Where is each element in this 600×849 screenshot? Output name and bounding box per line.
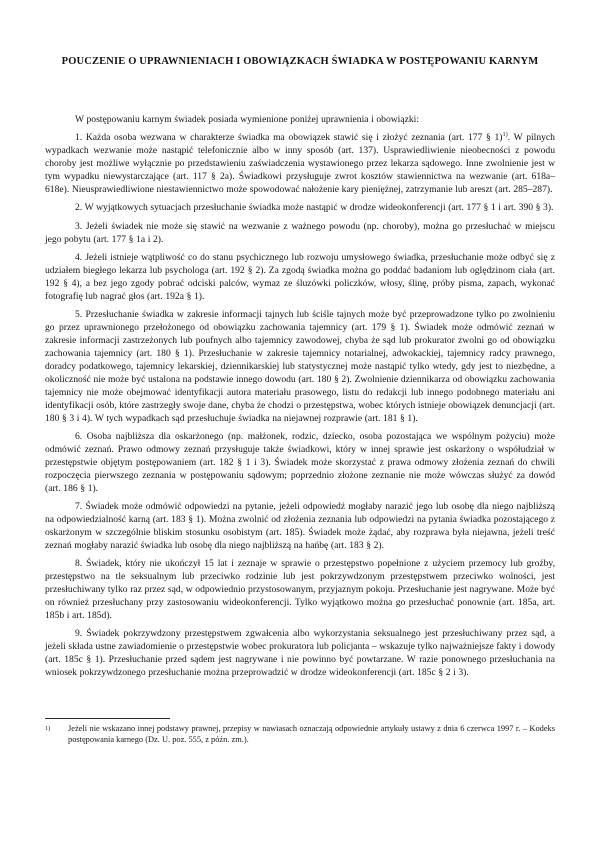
paragraph-1-text-continued: . W pilnych wypadkach wezwanie może nastąpić telefonicznie albo w inny sposób (art. 137). Usprawiedliwienie nieobecności z powodu choroby jest możliwe wyłącznie po przedstawieniu zaświadczenia wystawionego przez lekarza sądowego. Inne zwolnienie jest w tym wypadku niewystarczające (art. 117 § 2a). Świadkowi przysługuje zwrot kosztów stawiennictwa na wezwanie (art. 618a–618e). Nieusprawiedliwione niestawiennictwo może spowodować nałożenie kary pieniężnej, zatrzymanie lub areszt (art. 285–287). xyxy=(45,132,555,196)
paragraph-7: 7. Świadek może odmówić odpowiedzi na pytanie, jeżeli odpowiedź mogłaby narazić jego lub osobę dla niego najbliższą na odpowiedzialność karną (art. 183 § 1). Można zwolnić od złożenia zeznania lub odpowiedzi na pytania świadka pozostającego z oskarżonym w szczególnie bliskim stosunku osobistym (art. 185). Świadek może żądać, aby rozprawa była niejawna, jeżeli treść zeznań mogłaby narazić świadka lub osobę dla niego najbliższą na hańbę (art. 183 § 2). xyxy=(45,500,555,551)
paragraph-5: 5. Przesłuchanie świadka w zakresie informacji tajnych lub ściśle tajnych może być przeprowadzone tylko po zwolnieniu go przez uprawnionego przełożonego od obowiązku zachowania tajemnicy (art. 179 § 1). Świadek może odmówić zeznań w zakresie informacji zastrzeżonych lub poufnych albo tajemnicy zawodowej, chyba że sąd lub prokurator zwolni go od obowiązku zachowania tajemnicy (art. 180 § 1). Przesłuchanie w zakresie tajemnicy notarialnej, adwokackiej, tajemnicy radcy prawnego, doradcy podatkowego, tajemnicy lekarskiej, dziennikarskiej lub statystycznej może nastąpić tylko wtedy, gdy jest to niezbędne, a okoliczność nie może być ustalona na podstawie innego dowodu (art. 180 § 2). Zwolnienie dziennikarza od obowiązku zachowania tajemnicy nie może obejmować identyfikacji autora materiału prasowego, listu do redakcji lub innego podobnego materiału ani identyfikacji osób, które zastrzegły swoje dane, chyba że chodzi o przestępstwa, wobec których istnieje obowiązek denuncjacji (art. 180 § 3 i 4). W tych wypadkach sąd przesłuchuje świadka na niejawnej rozprawie (art. 181 § 1). xyxy=(45,309,555,424)
intro-paragraph: W postępowaniu karnym świadek posiada wymienione poniżej uprawnienia i obowiązki: xyxy=(75,114,419,125)
paragraph-6: 6. Osoba najbliższa dla oskarżonego (np. małżonek, rodzic, dziecko, osoba pozostająca we wspólnym pożyciu) może odmówić zeznań. Prawo odmowy zeznań przysługuje także świadkowi, który w innej sprawie jest oskarżony o współudział w przestępstwie objętym postępowaniem (art. 182 § 1 i 3). Świadek może skorzystać z prawa odmowy złożenia zeznań do chwili rozpoczęcia pierwszego zeznania w postępowaniu sądowym; poprzednio złożone zeznanie nie może wówczas służyć za dowód (art. 186 § 1). xyxy=(45,430,555,494)
footnote-marker: 1) xyxy=(45,725,51,733)
paragraph-2: 2. W wyjątkowych sytuacjach przesłuchanie świadka może nastąpić w drodze wideokonferencji (art. 177 § 1 i art. 390 § 3). xyxy=(75,202,554,214)
paragraph-8: 8. Świadek, który nie ukończył 15 lat i zeznaje w sprawie o przestępstwo popełnione z użyciem przemocy lub groźby, przestępstwo na tle seksualnym lub przeciwko rodzinie lub jest pokrzywdzonym przestępstwem przeciwko wolności, jest przesłuchiwany tylko raz przez sąd, w odpowiednio przystosowanym, przyjaznym pokoju. Przesłuchanie jest nagrywane. Może być on również przesłuchany przy zastosowaniu wideokonferencji. Tylko wyjątkowo można go przesłuchać ponownie (art. 185a, art. 185b i art. 185d). xyxy=(45,558,555,621)
footnote xyxy=(45,723,555,745)
document-body xyxy=(45,114,555,680)
paragraph-1-text: 1. Każda osoba wezwana w charakterze świadka ma obowiązek stawić się i złożyć zeznania (art. 177 § 1) xyxy=(75,132,503,144)
footnote-separator xyxy=(45,718,170,719)
paragraph-4: 4. Jeżeli istnieje wątpliwość co do stanu psychicznego lub rozwoju umysłowego świadka, przesłuchanie może odbyć się z udziałem biegłego lekarza lub psychologa (art. 192 § 2). Za zgodą świadka można go poddać badaniom lub oględzinom ciała (art. 192 § 4), a bez jego zgody pobrać odciski palców, wymaz ze śluzówki policzków, włosy, ślinę, próby pisma, zapach, wykonać fotografię lub nagrać głos (art. 192a § 1). xyxy=(45,252,555,302)
paragraph-1 xyxy=(45,132,555,197)
footnote-section xyxy=(45,718,555,745)
document-title: POUCZENIE O UPRAWNIENIACH I OBOWIĄZKACH ŚWIADKA W POSTĘPOWANIU KARNYM xyxy=(61,56,539,67)
footnote-text: Jeżeli nie wskazano innej podstawy prawnej, przepisy w nawiasach oznaczają odpowiednie artykuły ustawy z dnia 6 czerwca 1997 r. – Kodeks postępowania karnego (Dz. U. poz. 555, z późn. zm.). xyxy=(68,723,555,744)
paragraph-3: 3. Jeżeli świadek nie może się stawić na wezwanie z ważnego powodu (np. choroby), można go przesłuchać w miejscu jego pobytu (art. 177 § 1a i 2). xyxy=(45,220,555,245)
footnote-reference: 1) xyxy=(502,131,508,139)
paragraph-9: 9. Świadek pokrzywdzony przestępstwem zgwałcenia albo wykorzystania seksualnego jest przesłuchiwany przez sąd, a jeżeli składa ustne zawiadomienie o przestępstwie wobec prokuratora lub policjanta – wskazuje tylko najważniejsze fakty i dowody (art. 185c § 1). Przesłuchanie przed sądem jest nagrywane i nie powinno być powtarzane. W razie ponownego przesłuchania na wniosek pokrzywdzonego przesłuchanie można przeprowadzić w drodze wideokonferencji (art. 185c § 2 i 3). xyxy=(45,628,555,678)
